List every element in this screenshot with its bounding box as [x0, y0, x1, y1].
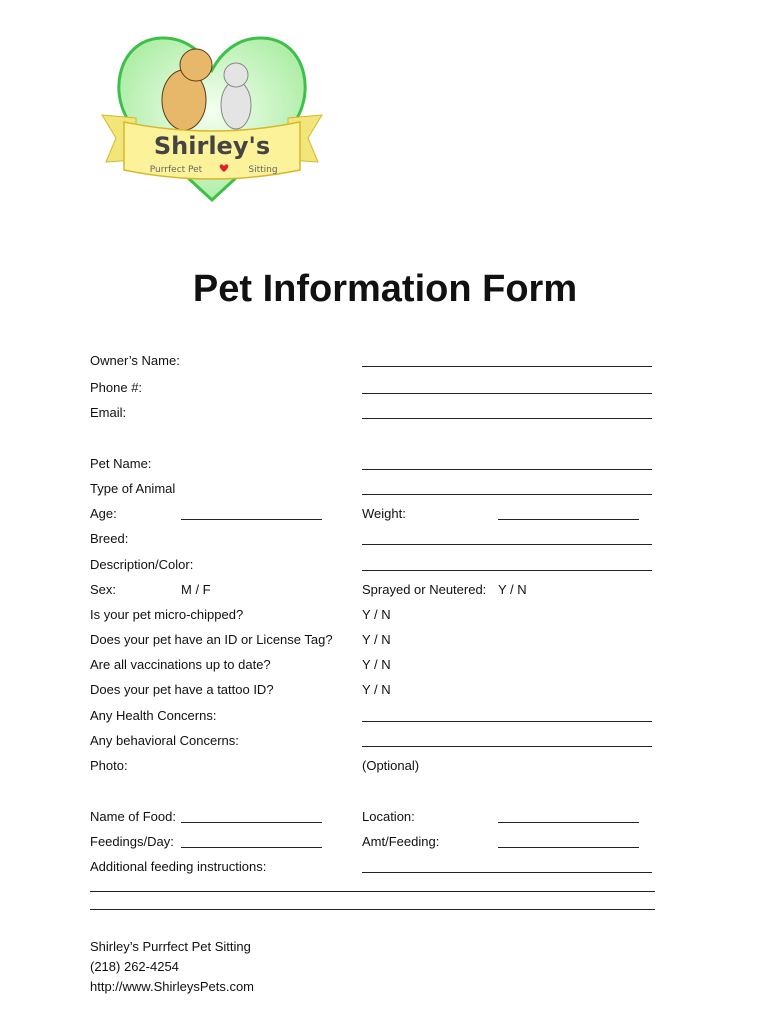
- name-of-food-field[interactable]: [181, 822, 322, 823]
- label-description-color: Description/Color:: [90, 557, 194, 572]
- label-any-behavioral-concerns: Any behavioral Concerns:: [90, 733, 239, 748]
- description-color-field[interactable]: [362, 570, 652, 571]
- spayed-neutered-options[interactable]: Y / N: [498, 582, 527, 597]
- label-feedings-day: Feedings/Day:: [90, 834, 174, 849]
- instructions-line-2[interactable]: [90, 909, 655, 910]
- any-health-concerns-field[interactable]: [362, 721, 652, 722]
- footer-website[interactable]: http://www.ShirleysPets.com: [90, 979, 254, 994]
- label-email: Email:: [90, 405, 127, 420]
- page-title: Pet Information Form: [192, 268, 578, 310]
- right-sprayed-or-neutered-: Sprayed or Neutered:: [362, 582, 487, 597]
- label-does-your-pet-have-an-id-or-license-tag: Does your pet have an ID or License Tag?: [90, 632, 333, 647]
- label-age: Age:: [90, 506, 117, 521]
- right-y-n[interactable]: Y / N: [362, 682, 391, 697]
- breed-field[interactable]: [362, 544, 652, 545]
- label-pet-name: Pet Name:: [90, 456, 152, 471]
- label-is-your-pet-micro-chipped: Is your pet micro-chipped?: [90, 607, 244, 622]
- footer-phone: (218) 262-4254: [90, 959, 179, 974]
- any-behavioral-concerns-field[interactable]: [362, 746, 652, 747]
- weight-field[interactable]: [498, 519, 639, 520]
- label-are-all-vaccinations-up-to-date: Are all vaccinations up to date?: [90, 657, 271, 672]
- additional-feeding-instructions-field[interactable]: [362, 872, 652, 873]
- pet-name-field[interactable]: [362, 469, 652, 470]
- age-field[interactable]: [181, 519, 322, 520]
- svg-text:Shirley's: Shirley's: [153, 132, 271, 160]
- feedings-day-field[interactable]: [181, 847, 322, 848]
- label-name-of-food: Name of Food:: [90, 809, 176, 824]
- right-y-n[interactable]: Y / N: [362, 632, 391, 647]
- type-of-animal-field[interactable]: [362, 494, 652, 495]
- label-photo: Photo:: [90, 758, 128, 773]
- shirleys-logo: [96, 30, 328, 205]
- right--optional-[interactable]: (Optional): [362, 758, 420, 773]
- amt-feeding-field[interactable]: [498, 847, 639, 848]
- right-weight-: Weight:: [362, 506, 406, 521]
- svg-text:Sitting: Sitting: [248, 165, 278, 175]
- footer-business-name: Shirley’s Purrfect Pet Sitting: [90, 939, 251, 954]
- label-sex: Sex:: [90, 582, 117, 597]
- right-y-n[interactable]: Y / N: [362, 657, 391, 672]
- label-phone: Phone #:: [90, 380, 143, 395]
- label-type-of-animal: Type of Animal: [90, 481, 176, 496]
- label-owner-s-name: Owner’s Name:: [90, 353, 180, 368]
- owner-s-name-field[interactable]: [362, 366, 652, 367]
- right-location-: Location:: [362, 809, 415, 824]
- svg-text:Purrfect Pet: Purrfect Pet: [149, 165, 203, 175]
- email-field[interactable]: [362, 418, 652, 419]
- label-any-health-concerns: Any Health Concerns:: [90, 708, 217, 723]
- label-does-your-pet-have-a-tattoo-id: Does your pet have a tattoo ID?: [90, 682, 274, 697]
- sex-options[interactable]: M / F: [181, 582, 211, 597]
- phone-field[interactable]: [362, 393, 652, 394]
- label-additional-feeding-instructions: Additional feeding instructions:: [90, 859, 267, 874]
- instructions-line-1[interactable]: [90, 891, 655, 892]
- location-field[interactable]: [498, 822, 639, 823]
- right-y-n[interactable]: Y / N: [362, 607, 391, 622]
- right-amt-feeding-: Amt/Feeding:: [362, 834, 440, 849]
- label-breed: Breed:: [90, 531, 129, 546]
